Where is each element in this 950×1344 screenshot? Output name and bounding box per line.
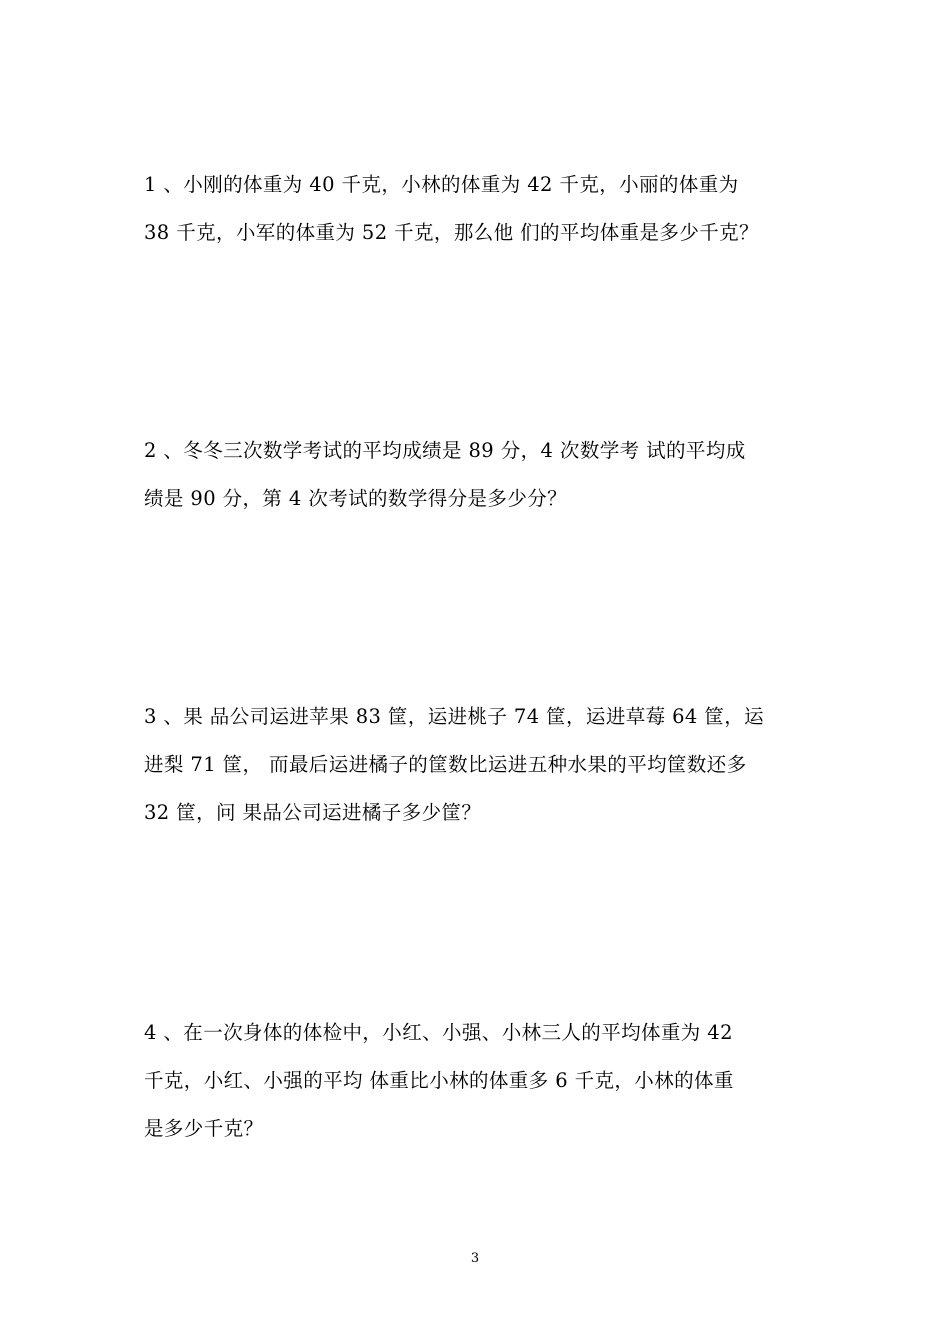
problem-1: [144, 171, 816, 247]
problem-4: [144, 1019, 816, 1143]
problem-1-line-2: 38 千克，小军的体重为 52 千克，那么他 们的平均体重是多少千克？: [144, 221, 759, 244]
problem-4-line-1: 4 、在一次身体的体检中，小红、小强、小林三人的平均体重为 42: [144, 1021, 733, 1044]
problem-3-line-3: 32 筐，问 果品公司运进橘子多少筐？: [144, 801, 482, 824]
problem-3-line-2: 进梨 71 筐， 而最后运进橘子的筐数比运进五种水果的平均筐数还多: [144, 753, 747, 776]
problem-4-line-3: 是多少千克？: [144, 1117, 264, 1140]
problem-3-line-1: 3 、果 品公司运进苹果 83 筐，运进桃子 74 筐，运进草莓 64 筐，运: [144, 705, 765, 728]
problem-2-line-2: 绩是 90 分，第 4 次考试的数学得分是多少分？: [144, 487, 568, 510]
problem-1-line-1: 1 、小刚的体重为 40 千克，小林的体重为 42 千克，小丽的体重为: [144, 173, 739, 196]
problem-3: [144, 703, 816, 827]
page-number: 3: [470, 1251, 480, 1266]
problem-2: [144, 437, 816, 513]
problem-4-line-2: 千克，小红、小强的平均 体重比小林的体重多 6 千克，小林的体重: [144, 1069, 734, 1092]
problem-2-line-1: 2 、冬冬三次数学考试的平均成绩是 89 分，4 次数学考 试的平均成: [144, 439, 746, 462]
